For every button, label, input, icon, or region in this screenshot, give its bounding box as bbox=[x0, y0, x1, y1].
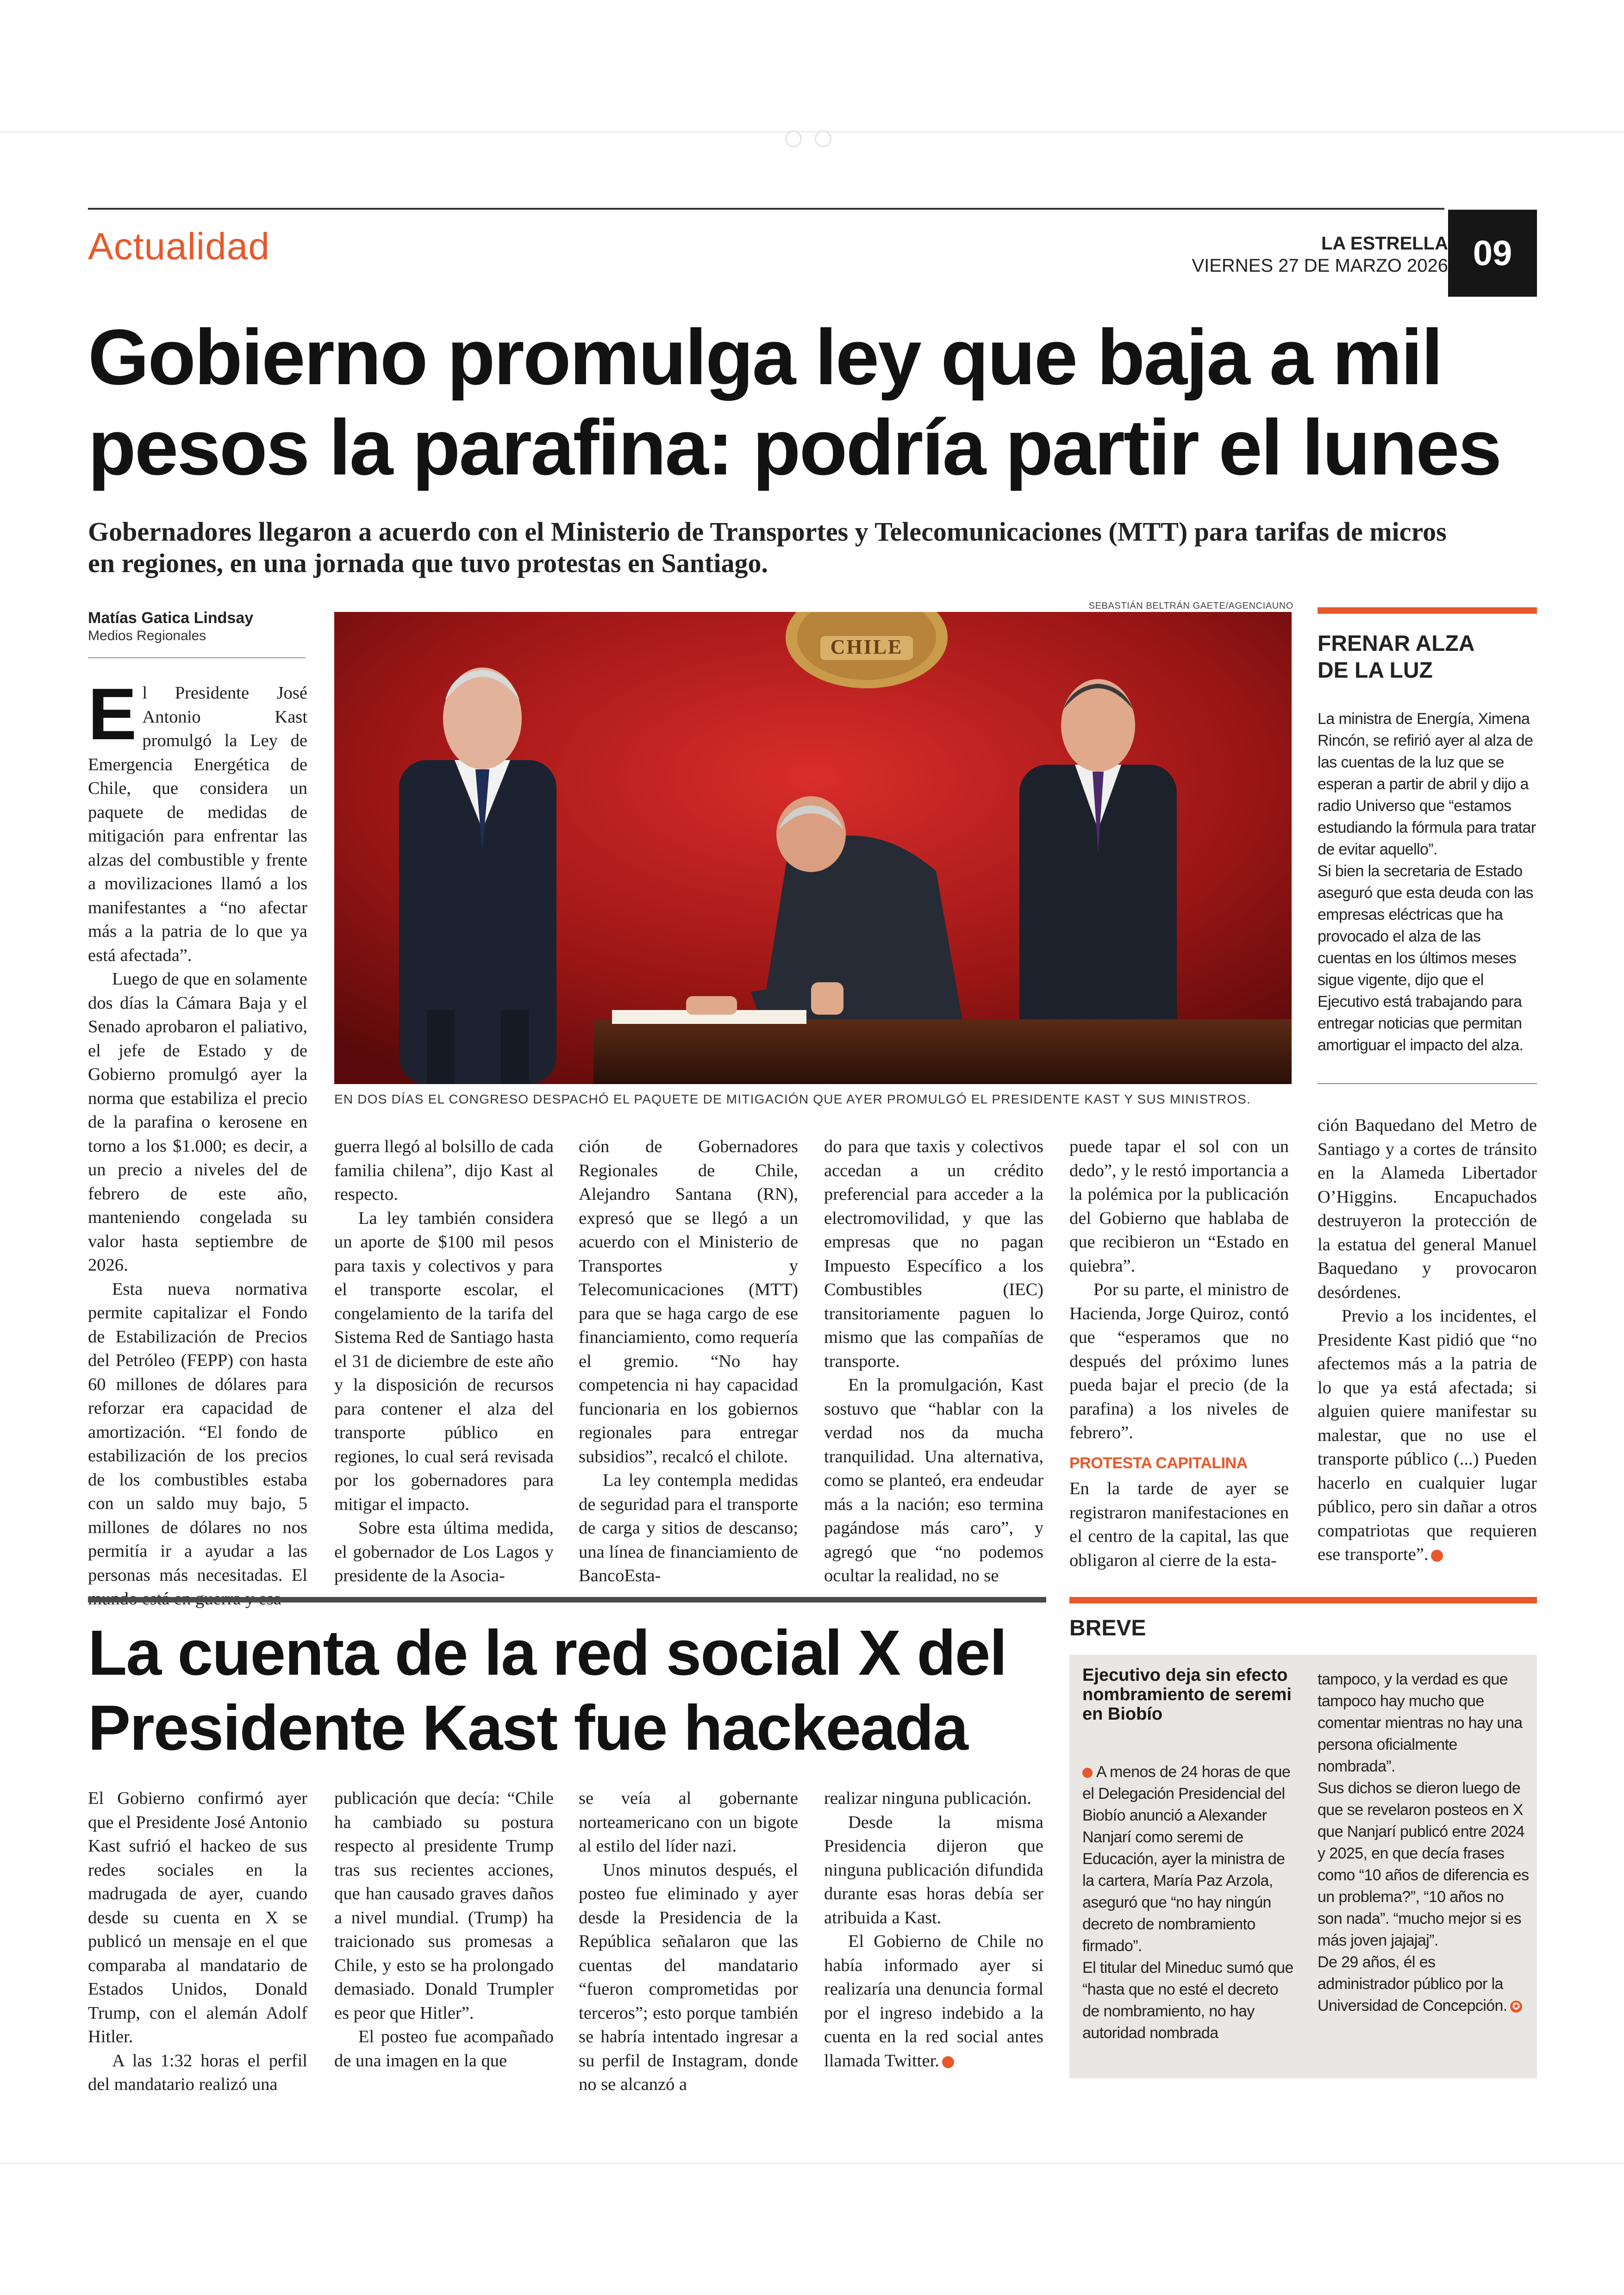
header-rule bbox=[88, 208, 1444, 210]
article2-paragraph: se veía al gobernante norteamericano con un bigote al estilo del líder nazi. bbox=[579, 1789, 798, 1856]
breve-paragraph bbox=[1318, 1952, 1530, 2017]
issue-date: VIERNES 27 DE MARZO 2026 bbox=[1192, 256, 1448, 276]
breve-paragraph: tampoco, y la verdad es que tampoco hay mucho que comentar mientras no hay una persona oficialmente nombrada”. bbox=[1318, 1671, 1523, 1775]
article1-paragraph: ción Baquedano del Metro de Santiago y a cortes de tránsito en la Alameda Libertador O’Higgins. Encapuchados destruyeron la protección de la estatua del general Manuel Baquedano y provocaron desórdenes. bbox=[1318, 1116, 1537, 1302]
article1-column-1 bbox=[88, 674, 307, 1611]
article1-paragraph: En la tarde de ayer se registraron manifestaciones en el centro de la capital, las que obligaron al cierre de la esta- bbox=[1069, 1479, 1289, 1570]
seal-text: CHILE bbox=[830, 636, 903, 658]
end-mark-icon: ✪ bbox=[1510, 2001, 1522, 2013]
article2-column-3 bbox=[579, 1787, 798, 2097]
article1-column-3 bbox=[579, 1135, 798, 1588]
loader-dot-icon bbox=[815, 131, 831, 147]
breve-paragraph bbox=[1082, 1761, 1296, 1957]
end-mark-icon: ✪ bbox=[1431, 1550, 1443, 1562]
main-headline-line: pesos la parafina: podría partir el lunes bbox=[88, 404, 1501, 492]
end-mark-icon: ✪ bbox=[942, 2056, 954, 2068]
article2-top-rule bbox=[88, 1597, 1046, 1603]
breve-title: Ejecutivo deja sin efecto nombramiento de seremi en Biobío bbox=[1082, 1665, 1292, 1724]
article1-column-6 bbox=[1318, 1114, 1537, 1567]
breve-paragraph-text: De 29 años, él es administrador público por la Universidad de Concepción. bbox=[1318, 1953, 1507, 2014]
article1-paragraph: Sobre esta última medida, el gobernador de Los Lagos y presidente de la Asocia- bbox=[334, 1518, 554, 1585]
sidebar-text bbox=[1318, 708, 1537, 1056]
byline-rule bbox=[88, 657, 306, 658]
article1-paragraph: La ley contempla medidas de seguridad para el transporte de carga y sitios de descanso; una línea de financiamiento de BancoEsta- bbox=[579, 1471, 798, 1585]
breve-label: BREVE bbox=[1069, 1616, 1146, 1640]
article1-paragraph-text: Previo a los incidentes, el Presidente Kast pidió que “no afectemos más a la patria de lo que ya está afectada; si alguien quiere manifestar su malestar, que no use el transporte público (...) Pueden hacerlo en cualquier lugar público, pero sin dañar a otros compatriotas que requieren ese transporte”. bbox=[1318, 1306, 1537, 1564]
article2-paragraph: El posteo fue acompañado de una imagen en la que bbox=[334, 2027, 554, 2070]
article1-column-2 bbox=[334, 1135, 554, 1588]
article2-paragraph: El Gobierno confirmó ayer que el Presidente José Antonio Kast sufrió el hackeo de sus redes sociales en la madrugada de ayer, cuando desde su cuenta en X se publicó un mensaje en el que comparaba al mandatario de Estados Unidos, Donald Trump, con el alemán Adolf Hitler. bbox=[88, 1789, 307, 2046]
bottom-border-line bbox=[0, 2163, 1624, 2164]
sidebar-title-line: DE LA LUZ bbox=[1318, 658, 1433, 683]
article1-paragraph: guerra llegó al bolsillo de cada familia chilena”, dijo Kast al respecto. bbox=[334, 1137, 554, 1204]
breve-paragraph-text: A menos de 24 horas de que el Delegación Presidencial del Biobío anunció a Alexander Nanjarí como seremi de Educación, ayer la ministra de la cartera, María Paz Arzola, aseguró que “no hay ningún decreto de nombramiento firmado”. bbox=[1082, 1763, 1291, 1955]
breve-column-1 bbox=[1082, 1761, 1296, 2044]
byline-name: Matías Gatica Lindsay bbox=[88, 609, 254, 627]
sidebar-paragraph: Si bien la secretaria de Estado aseguró que esta deuda con las empresas eléctricas que ha provocado el alza de las cuentas en los últimos meses sigue vigente, dijo que el Ejecutivo está trabajando para entregar noticias que permitan amortiguar el impacto del alza. bbox=[1318, 862, 1533, 1054]
article1-column-4 bbox=[824, 1135, 1043, 1588]
breve-paragraph: El titular del Mineduc sumó que “hasta que no esté el decreto de nombramiento, no hay autoridad nombrada bbox=[1082, 1959, 1293, 2042]
article1-paragraph: Esta nueva normativa permite capitalizar el Fondo de Estabilización de Precios del Petróleo (FEPP) con hasta 60 millones de dólares para reforzar era capacidad de amortización. “El fondo de estabilización de los precios de los combustibles estaba con un saldo muy bajo, 5 millones de dólares no nos permitía ir a ayudar a las personas más necesitadas. El bbox=[88, 1279, 307, 1585]
deck bbox=[88, 516, 1546, 579]
article2-paragraph bbox=[824, 1930, 1043, 2073]
sidebar-title-line: FRENAR ALZA bbox=[1318, 631, 1475, 656]
page-loader-dots bbox=[782, 129, 838, 145]
article2-paragraph: Desde la misma Presidencia dijeron que ninguna publicación difundida durante esas horas debía ser atribuida a Kast. bbox=[824, 1812, 1043, 1927]
ceremony-photo bbox=[334, 612, 1292, 1084]
article2-headline-line: Presidente Kast fue hackeada bbox=[88, 1692, 968, 1764]
sidebar-paragraph: La ministra de Energía, Ximena Rincón, se refirió ayer al alza de las cuentas de la luz que se esperan a partir de abril y dijo a radio Universo que “estamos estudiando la fórmula para tratar de evitar aquello”. bbox=[1318, 710, 1536, 858]
article2-column-4 bbox=[824, 1787, 1043, 2073]
article1-paragraph: Luego de que en solamente dos días la Cámara Baja y el Senado aprobaron el paliativo, el jefe de Estado y de Gobierno promulgó ayer la norma que estabiliza el precio de la parafina o kerosene en torno a los $1.000; es decir, a un precio a niveles del de febrero de este año, manteniendo congelada su valor hasta septiembre de 2026. bbox=[88, 969, 307, 1275]
drop-cap: E bbox=[88, 674, 137, 755]
signing-table bbox=[593, 1019, 1292, 1084]
article2-paragraph: publicación que decía: “Chile ha cambiado su postura respecto al presidente Trump tras sus recientes acciones, que han causado graves daños a nivel mundial. (Trump) ha traicionado sus promesas a Chile, y esto se ha prolongado demasiado. Donald Trumpler es peor que Hitler”. bbox=[334, 1789, 554, 2023]
breve-paragraph: Sus dichos se dieron luego de que se revelaron posteos en X que Nanjarí publicó entre 2024 y 2025, en que decía frases como “10 años de diferencia es un problema?”, “10 años no son nada”. “mucho mejor si es más joven jajajaj”. bbox=[1318, 1779, 1529, 1949]
byline-org: Medios Regionales bbox=[88, 628, 206, 643]
article2-headline bbox=[88, 1615, 1060, 1765]
breve-top-rule bbox=[1069, 1597, 1537, 1603]
photo-credit: SEBASTIÁN BELTRÁN GAETE/AGENCIAUNO bbox=[1088, 601, 1293, 611]
photo-caption: EN DOS DÍAS EL CONGRESO DESPACHÓ EL PAQUETE DE MITIGACIÓN QUE AYER PROMULGÓ EL PRESIDENTE KAST Y SUS MINISTROS. bbox=[334, 1092, 1251, 1106]
breve-bullet-icon bbox=[1082, 1768, 1093, 1778]
sidebar-title bbox=[1318, 630, 1537, 684]
subhead-protesta: PROTESTA CAPITALINA bbox=[1069, 1454, 1248, 1472]
article1-paragraph: puede tapar el sol con un dedo”, y le restó importancia a la polémica por la publicación del Gobierno que hablaba de que recibieron un “Estado en quiebra”. bbox=[1069, 1137, 1289, 1276]
article2-headline-line: La cuenta de la red social X del bbox=[88, 1617, 1006, 1689]
article2-column-2 bbox=[334, 1787, 554, 2073]
article1-paragraph: do para que taxis y colectivos accedan a un crédito preferencial para acceder a la electromovilidad, y que las empresas que no pagan Impuesto Específico a los Combustibles (IEC) transitoriamente paguen lo mismo que las compañías de transporte. bbox=[824, 1137, 1043, 1371]
deck-line: Gobernadores llegaron a acuerdo con el Ministerio de Transportes y Telecomunicaciones (MTT) para tarifas de micros bbox=[88, 517, 1447, 547]
article2-paragraph: realizar ninguna publicación. bbox=[824, 1789, 1031, 1808]
deck-line: en regiones, en una jornada que tuvo protestas en Santiago. bbox=[88, 548, 768, 578]
article1-paragraph: La ley también considera un aporte de $100 mil pesos para taxis y colectivos y para el transporte escolar, el congelamiento de la tarifa del Sistema Red de Santiago hasta el 31 de diciembre de este año y la disposición de recursos para contener el alza del transporte público en regiones, lo cual será revisada por los gobernadores para mitigar el impacto. bbox=[334, 1208, 554, 1514]
article1-paragraph bbox=[1318, 1304, 1537, 1567]
main-headline bbox=[88, 312, 1546, 493]
article1-paragraph: Por su parte, el ministro de Hacienda, Jorge Quiroz, contó que “esperamos que no después del próximo lunes pueda bajar el precio (de la parafina) a los niveles de febrero”. bbox=[1069, 1280, 1289, 1442]
main-headline-line: Gobierno promulga ley que baja a mil bbox=[88, 313, 1442, 401]
article2-paragraph: A las 1:32 horas el perfil del mandatario realizó una bbox=[88, 2051, 307, 2094]
article1-column-5 bbox=[1069, 1135, 1289, 1572]
ceremony-photo-illustration bbox=[334, 612, 1292, 1084]
article1-paragraph: En la promulgación, Kast sostuvo que “hablar con la verdad nos da mucha tranquilidad. Una alternativa, como se planteó, era endeudar más a la nación; eso termina pagándose más caro”, y agregó que “no podemos ocultar la realidad, no se bbox=[824, 1375, 1043, 1585]
sidebar-bottom-rule bbox=[1318, 1083, 1537, 1084]
byline bbox=[88, 609, 306, 644]
page-number: 09 bbox=[1448, 210, 1537, 297]
article1-paragraph: ción de Gobernadores Regionales de Chile, Alejandro Santana (RN), expresó que se llegó a un acuerdo con el Ministerio de Transportes y Telecomunicaciones (MTT) para que se haga cargo de ese financiamiento, como requería el gremio. “No hay competencia ni hay capacidad funcionaria en los gobiernos regionales para entregar subsidios”, recalcó el chilote. bbox=[579, 1137, 798, 1466]
article2-paragraph-text: El Gobierno de Chile no había informado ayer si realizaría una denuncia formal por el ingreso indebido a la cuenta en la red social antes llamada Twitter. bbox=[824, 1932, 1043, 2070]
article2-paragraph: Unos minutos después, el posteo fue eliminado y ayer desde la Presidencia de la República señalaron que las cuentas del mandatario “fueron comprometidas por terceros”; esto porque también se habría intentado ingresar a su perfil de Instagram, donde no se alcanzó a bbox=[579, 1860, 798, 2094]
breve-column-2 bbox=[1318, 1669, 1530, 2017]
newspaper-name: LA ESTRELLA bbox=[1321, 233, 1448, 254]
article1-paragraph: l Presidente José Antonio Kast promulgó la Ley de Emergencia Energética de Chile, que considera un paquete de medidas de mitigación para enfrentar las alzas del combustible y frente a movilizaciones llamó a los manifestantes a “no afectar más a la patria de lo que ya está afectada”. bbox=[88, 683, 307, 965]
section-label: Actualidad bbox=[88, 225, 270, 268]
article2-column-1 bbox=[88, 1787, 307, 2097]
loader-dot-icon bbox=[785, 131, 802, 147]
sidebar-top-rule bbox=[1318, 607, 1537, 614]
